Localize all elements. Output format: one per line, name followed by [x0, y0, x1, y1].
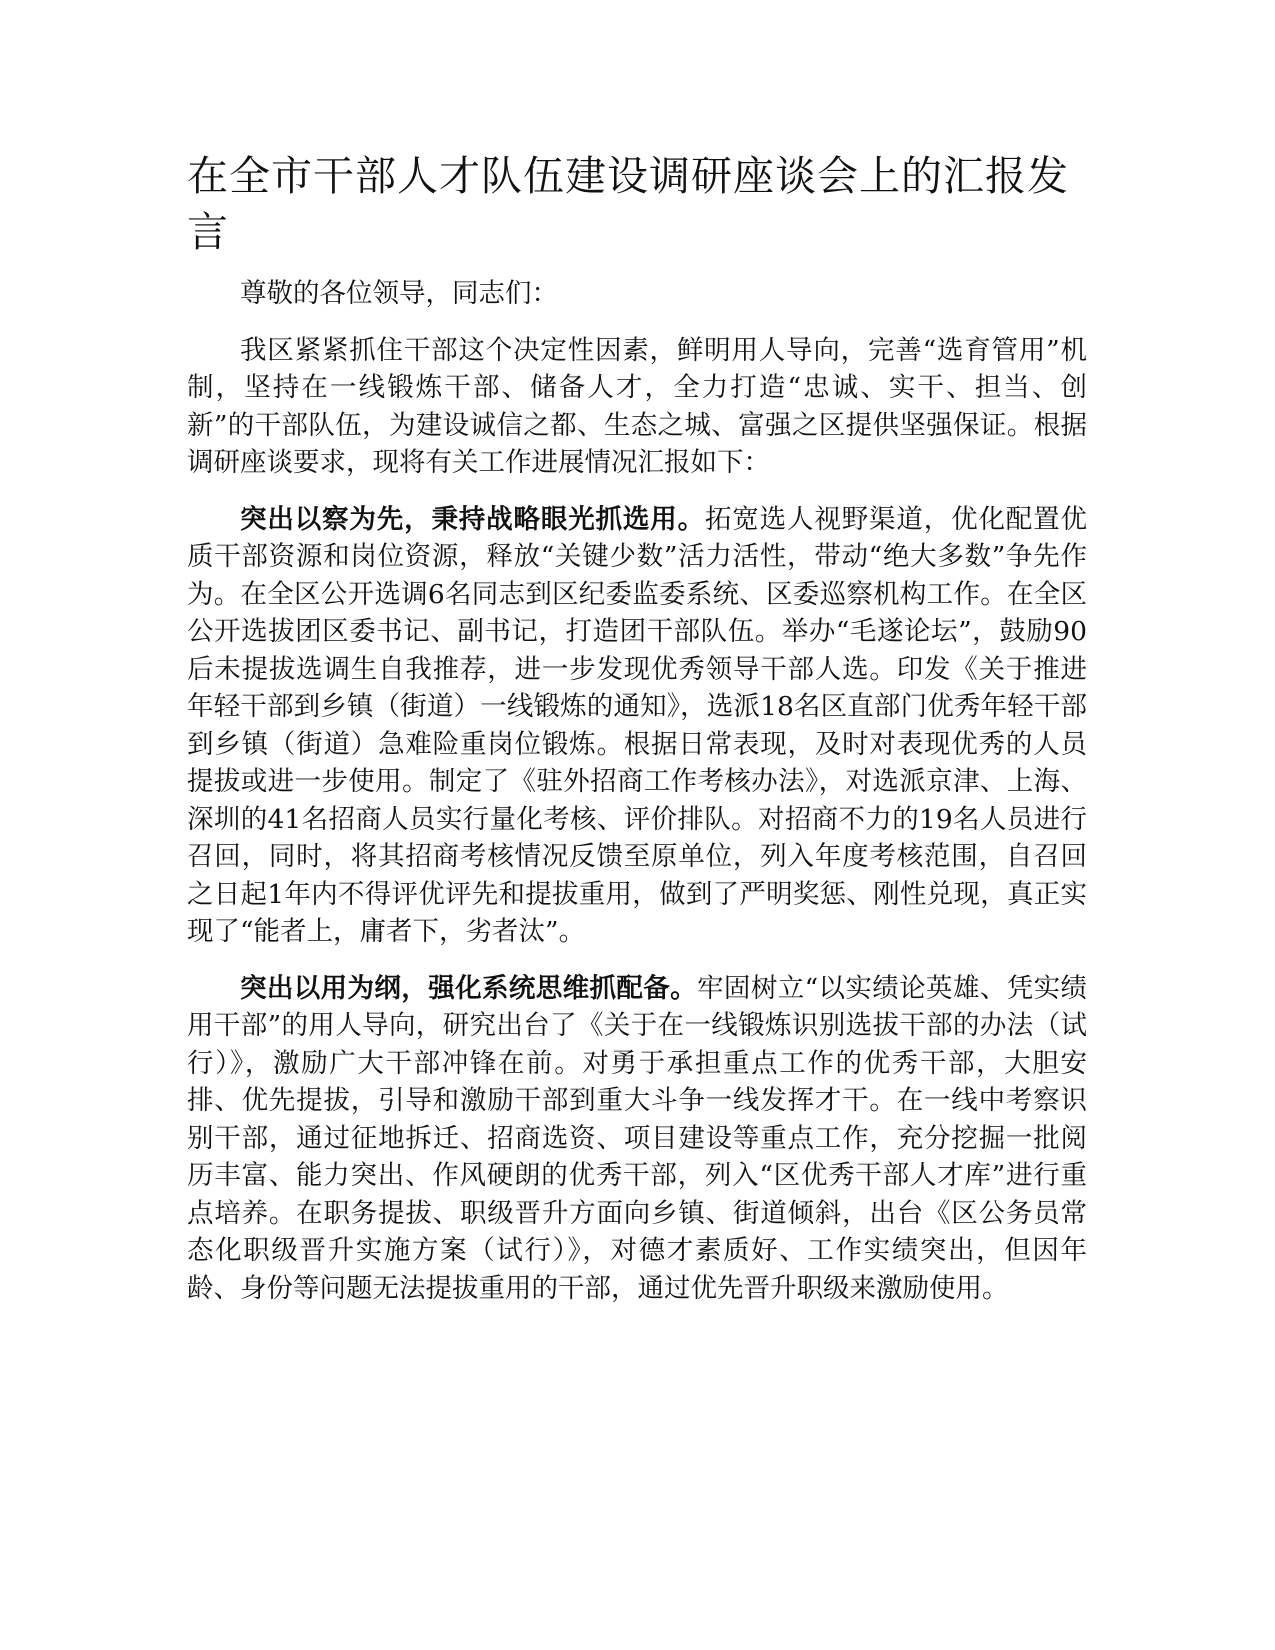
salutation: 尊敬的各位领导，同志们： [240, 278, 558, 309]
section-paragraph-1 [187, 501, 1087, 951]
intro-paragraph: 我区紧紧抓住干部这个决定性因素，鲜明用人导向，完善“选育管用”机制，坚持在一线锻炼干部、储备人才，全力打造“忠诚、实干、担当、创新”的干部队伍，为建设诚信之都、生态之城、富强之区提供坚强保证。根据调研座谈要求，现将有关工作进展情况汇报如下： [187, 334, 1087, 478]
section-heading-1: 突出以察为先，秉持战略眼光抓选用。 [240, 503, 705, 535]
section-text-2: 牢固树立“以实绩论英雄、凭实绩用干部”的用人导向，研究出台了《关于在一线锻炼识别选拔干部的办法（试行）》，激励广大干部冲锋在前。对勇于承担重点工作的优秀干部，大胆安排、优先提拔，引导和激励干部到重大斗争一线发挥才干。在一线中考察识别干部，通过征地拆迁、招商选资、项目建设等重点工作，充分挖掘一批阅历丰富、能力突出、作风硬朗的优秀干部，列入“区优秀干部人才库”进行重点培养。在职务提拔、职级晋升方面向乡镇、街道倾斜，出台《区公务员常态化职级晋升实施方案（试行）》，对德才素质好、工作实绩突出，但因年龄、身份等问题无法提拔重用的干部，通过优先晋升职级来激励使用。 [187, 972, 1087, 1304]
document-body [187, 275, 1087, 1326]
section-paragraph-2 [187, 970, 1087, 1308]
section-text-1: 拓宽选人视野渠道，优化配置优质干部资源和岗位资源，释放“关键少数”活力活性，带动“绝大多数”争先作为。在全区公开选调6名同志到区纪委监委系统、区委巡察机构工作。在全区公开选拔团区委书记、副书记，打造团干部队伍。举办“毛遂论坛”，鼓励90后未提拔选调生自我推荐，进一步发现优秀领导干部人选。印发《关于推进年轻干部到乡镇（街道）一线锻炼的通知》，选派18名区直部门优秀年轻干部到乡镇（街道）急难险重岗位锻炼。根据日常表现，及时对表现优秀的人员提拔或进一步使用。制定了《驻外招商工作考核办法》，对选派京津、上海、深圳的41名招商人员实行量化考核、评价排队。对招商不力的19名人员进行召回，同时，将其招商考核情况反馈至原单位，列入年度考核范围，自召回之日起1年内不得评优评先和提拔重用，做到了严明奖惩、刚性兑现，真正实现了“能者上，庸者下，劣者汰”。 [187, 503, 1088, 947]
document-title: 在全市干部人才队伍建设调研座谈会上的汇报发言 [187, 152, 1069, 256]
section-heading-2: 突出以用为纲，强化系统思维抓配备。 [240, 972, 698, 1004]
